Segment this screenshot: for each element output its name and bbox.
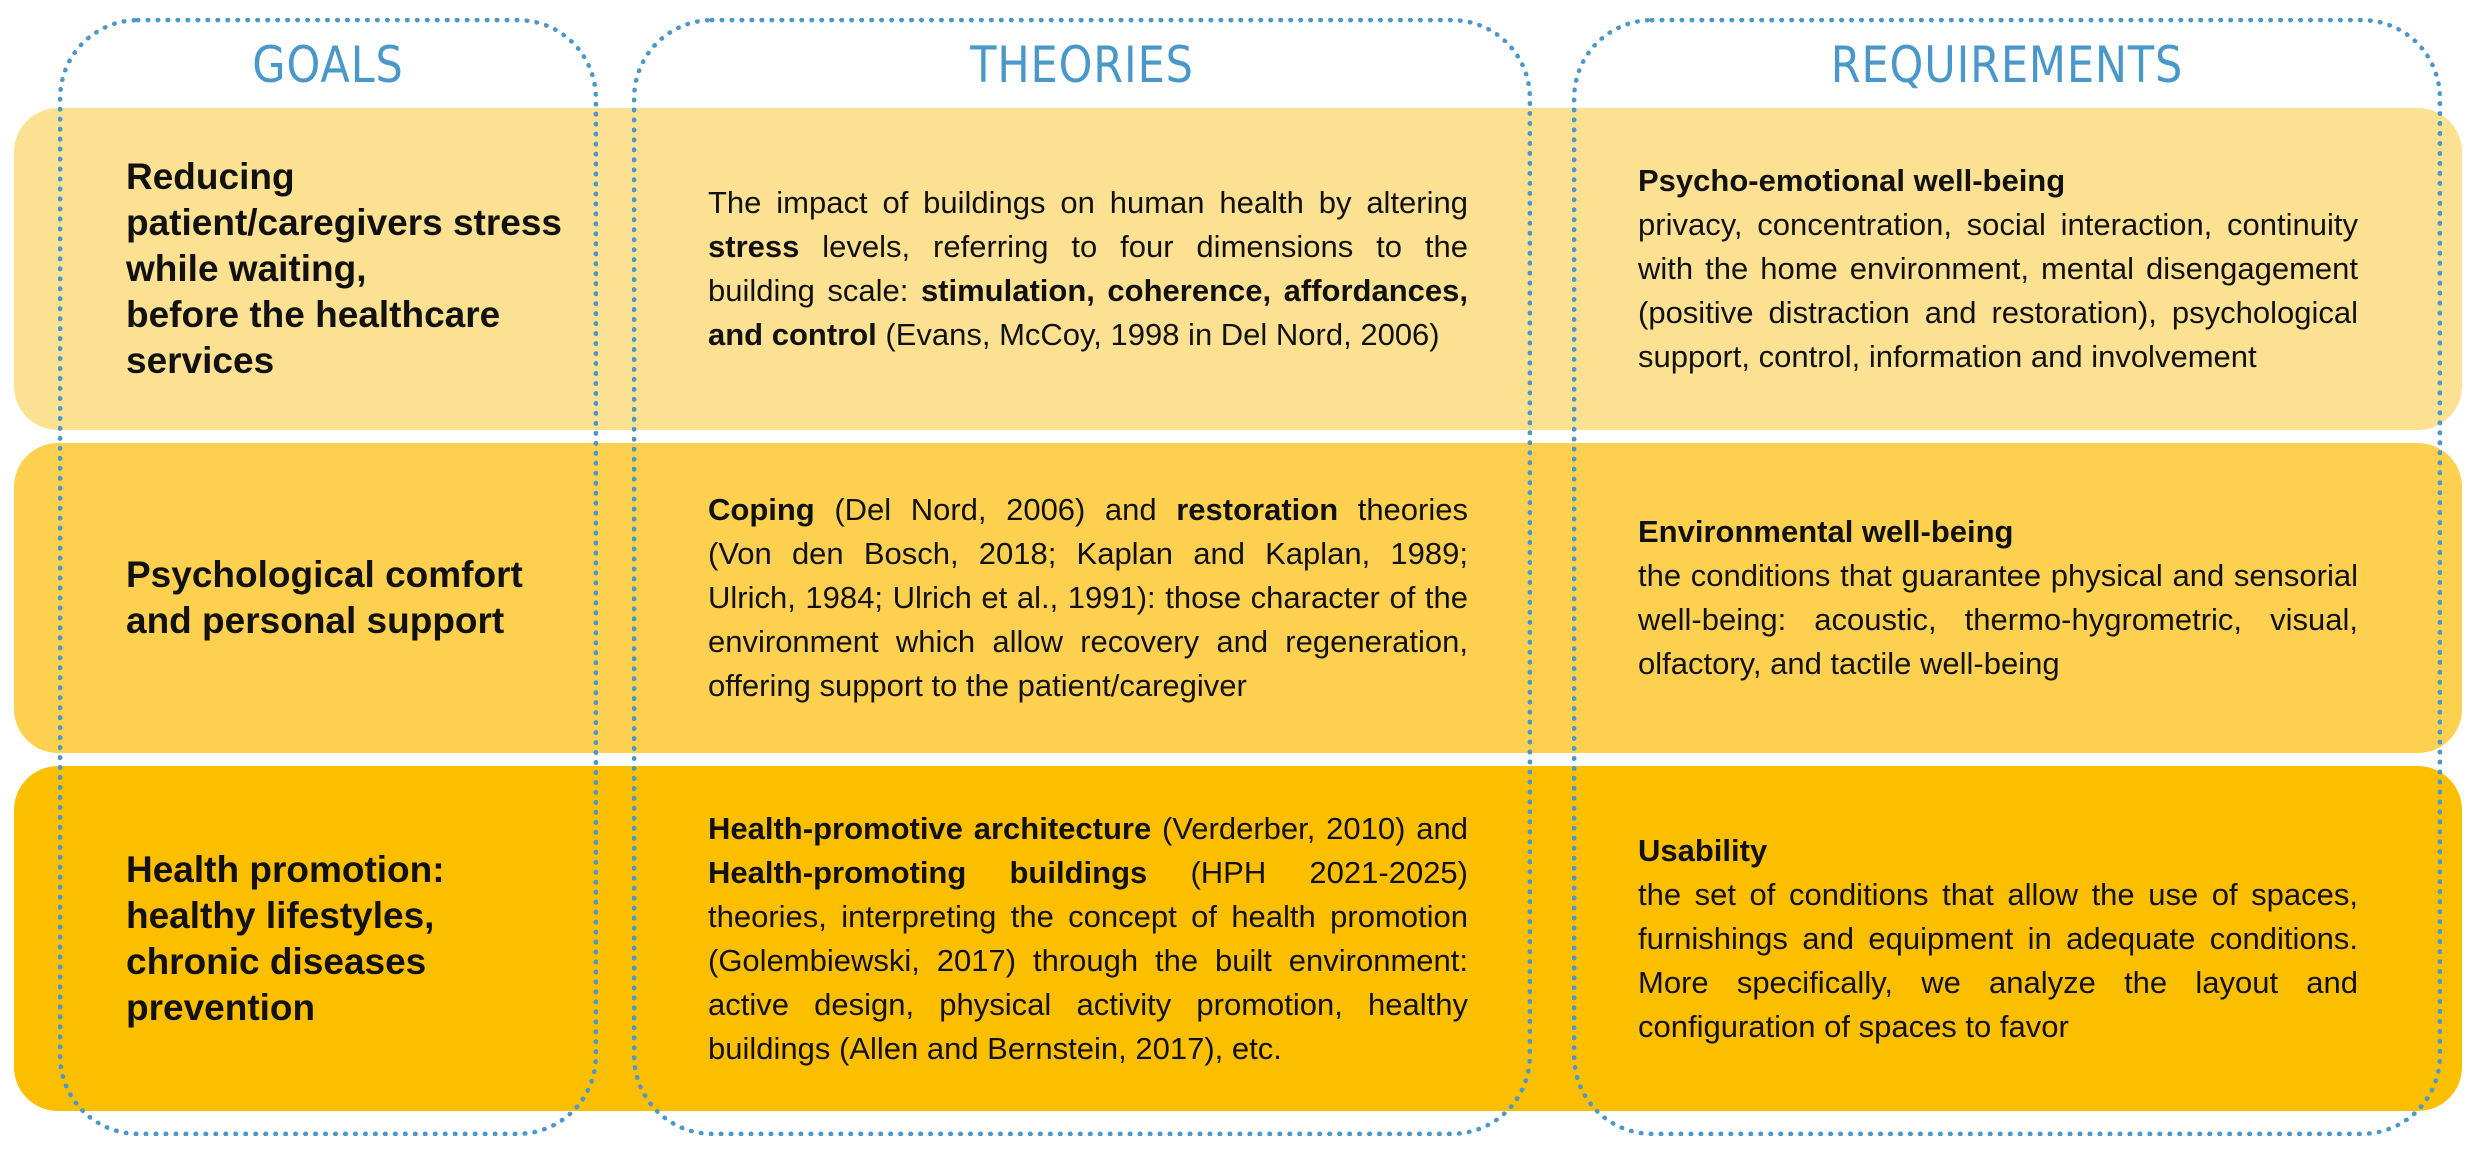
theory-keyword: stress (708, 229, 800, 264)
requirement-psycho-emotional (1638, 108, 2358, 430)
goal-line: while waiting, (126, 248, 367, 289)
goal-line: services (126, 340, 275, 381)
requirement-environmental (1638, 443, 2358, 753)
theory-stress (708, 108, 1468, 430)
theory-keyword: stimulation, coherence, affordances, and control (708, 273, 1468, 352)
theory-text: (HPH 2021-2025) theories, interpreting the concept of health promotion (Golembiewski, 2017) through the built environment: active design, physical activity promotion, healthy buildings (Allen and Bernstein, 2017), etc. (708, 854, 1468, 1066)
goal-line: Health promotion: (126, 848, 445, 890)
theory-text: theories (Von den Bosch, 2018; Kaplan and Kaplan, 1989; Ulrich, 1984; Ulrich et al., 1991): those character of the environment which allow recovery and regeneration, offering support to the patient/caregiver (708, 492, 1468, 703)
theory-text: (Evans, McCoy, 1998 in Del Nord, 2006) (876, 317, 1440, 352)
requirement-usability (1638, 766, 2358, 1111)
requirement-text: privacy, concentration, social interaction, continuity with the home environment, mental disengagement (positive distraction and restoration), psychological support, control, information and involvement (1638, 207, 2358, 374)
goal-line: before the healthcare (126, 294, 501, 335)
requirements-header: REQUIREMENTS (1830, 36, 2184, 94)
theory-text: levels, referring to four dimensions to the building scale: (708, 229, 1468, 308)
theory-text: The impact of buildings on human health by altering (708, 185, 1468, 220)
requirement-text: the conditions that guarantee physical and sensorial well-being: acoustic, thermo-hygrometric, visual, olfactory, and tactile well-being (1638, 558, 2358, 681)
goal-line: and personal support (126, 600, 505, 641)
theory-text: (Verderber, 2010) and (1151, 810, 1469, 846)
requirement-title: Environmental well-being (1638, 514, 2014, 549)
goal-stress-reduction (126, 108, 596, 430)
requirement-title: Psycho-emotional well-being (1638, 163, 2066, 198)
goal-psychological-comfort (126, 443, 596, 753)
goal-line: Psychological comfort (126, 554, 523, 595)
goal-line: prevention (126, 986, 316, 1028)
goal-health-promotion (126, 766, 596, 1111)
theory-coping-restoration (708, 443, 1468, 753)
theories-header: THEORIES (970, 36, 1194, 94)
goal-line: patient/caregivers stress (126, 202, 563, 243)
theory-text: (Del Nord, 2006) and (814, 492, 1177, 527)
theory-health-promotive-architecture (708, 766, 1468, 1111)
requirement-text: the set of conditions that allow the use of spaces, furnishings and equipment in adequate conditions. More specifically, we analyze the layout and configuration of spaces to favor (1638, 876, 2358, 1044)
theory-keyword: Health-promotive architecture (708, 810, 1152, 846)
theory-keyword: Coping (708, 492, 815, 527)
goal-line: Reducing (126, 156, 295, 197)
requirement-title: Usability (1638, 832, 1768, 868)
goal-line: healthy lifestyles, (126, 894, 435, 936)
theory-keyword: restoration (1176, 492, 1339, 527)
goal-line: chronic diseases (126, 940, 427, 982)
goals-header: GOALS (252, 36, 404, 94)
theory-keyword: Health-promoting buildings (708, 854, 1148, 890)
